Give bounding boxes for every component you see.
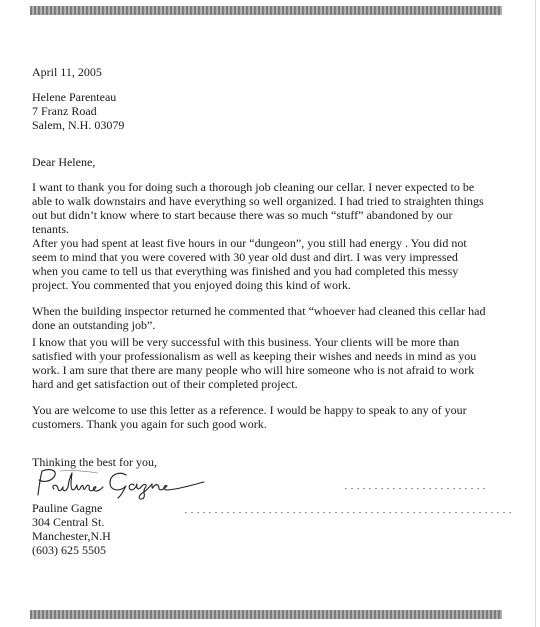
sender-name: Pauline Gagne [32,501,103,515]
paragraph-line: hard and get satisfaction out of their completed project. [32,377,298,391]
paragraph-line: I know that you will be very successful with this business. Your clients will be more than [32,335,460,349]
recipient-address [32,90,124,132]
paragraph-line: able to walk downstairs and have everything so well organized. I had tried to straighten things [32,194,484,208]
paragraph-line: seem to mind that you were covered with 30 year old dust and dirt. I was very impressed [32,250,458,264]
handwritten-signature [30,465,210,501]
sender-street: 304 Central St. [32,515,105,529]
salutation: Dear Helene, [32,155,96,169]
recipient-city: Salem, N.H. 03079 [32,118,125,132]
paragraph-2 [32,236,504,292]
bottom-border-bar [30,610,502,619]
paragraph-line: You are welcome to use this letter as a reference. I would be happy to speak to any of your [32,403,467,417]
sender-phone: (603) 625 5505 [32,543,106,557]
paragraph-line: satisfied with your professionalism as well as keeping their wishes and needs in mind as you [32,349,477,363]
closing-line: Thinking the best for you, [32,455,157,469]
paragraph-line: After you had spent at least five hours in our “dungeon”, you still had energy . You did not [32,236,467,250]
letter-date: April 11, 2005 [32,65,102,79]
paragraph-line: I want to thank you for doing such a thorough job cleaning our cellar. I never expected to be [32,180,475,194]
paragraph-4 [32,335,504,391]
paragraph-3 [32,304,504,332]
paragraph-line: when you came to tell us that everything was finished and you had completed this messy [32,264,459,278]
paragraph-line: tenants. [32,222,69,236]
sender-block [32,501,111,557]
paragraph-line: customers. Thank you again for such good work. [32,417,267,431]
page-edge [535,0,536,627]
paragraph-line: When the building inspector returned he commented that “whoever had cleaned this cellar had [32,304,486,318]
paragraph-line: done an outstanding job”. [32,318,156,332]
sender-city: Manchester,N.H [32,529,111,543]
paragraph-line: work. I am sure that there are many people who will hire someone who is not afraid to work [32,363,475,377]
paragraph-line: project. You commented that you enjoyed doing this kind of work. [32,278,351,292]
paragraph-line: out but didn’t know where to start because there was so much “stuff” abandoned by our [32,208,453,222]
recipient-street: 7 Franz Road [32,104,97,118]
scan-speckle [345,488,485,489]
top-border-bar [30,6,502,15]
paragraph-5 [32,403,504,431]
paragraph-1 [32,180,504,236]
recipient-name: Helene Parenteau [32,90,117,104]
scan-speckle [185,512,515,513]
